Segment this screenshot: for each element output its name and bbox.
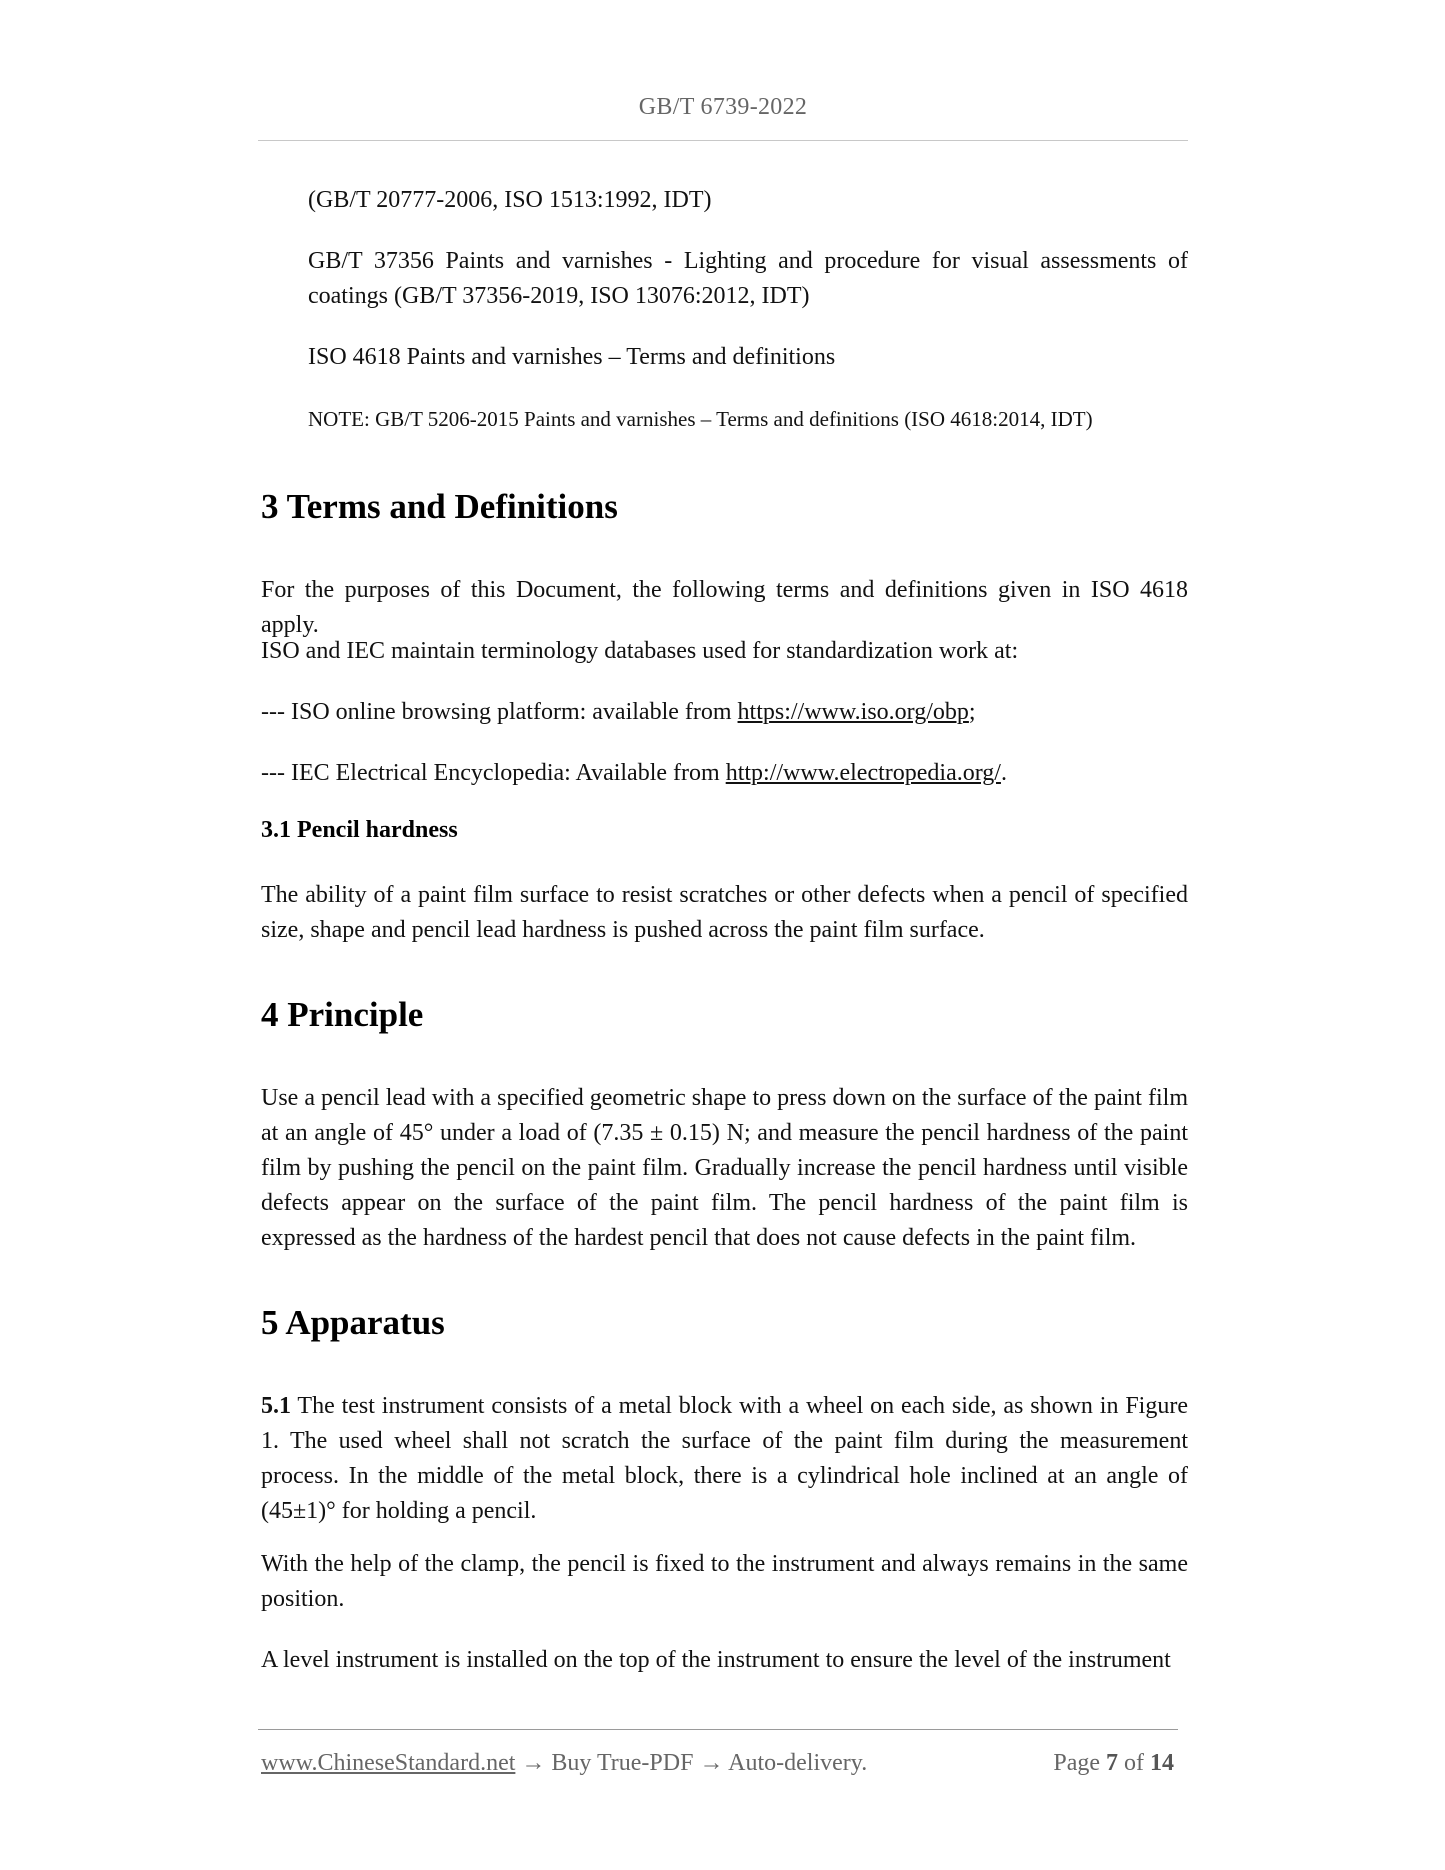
apparatus-paragraph-3: A level instrument is installed on the top of the instrument to ensure the level of the instrument bbox=[261, 1647, 1171, 1673]
iso-obp-prefix: --- ISO online browsing platform: available from bbox=[261, 699, 738, 725]
auto-delivery-text: Auto-delivery. bbox=[728, 1750, 868, 1776]
header-divider bbox=[258, 140, 1188, 141]
section-3-intro: For the purposes of this Document, the following terms and definitions given in ISO 4618 apply. bbox=[261, 577, 1188, 638]
page-number: 7 bbox=[1106, 1750, 1118, 1776]
iec-electropedia-line bbox=[261, 756, 1188, 791]
reference-entry-3: ISO 4618 Paints and varnishes – Terms and definitions bbox=[308, 344, 836, 370]
section-3-databases: ISO and IEC maintain terminology databases used for standardization work at: bbox=[261, 638, 1019, 664]
section-5-heading: 5 Apparatus bbox=[261, 1303, 445, 1342]
iso-obp-suffix: ; bbox=[968, 699, 976, 725]
reference-entry-2: GB/T 37356 Paints and varnishes - Lighting and procedure for visual assessments of coatings (GB/T 37356-2019, ISO 13076:2012, IDT) bbox=[308, 248, 1188, 309]
buy-true-pdf-text: Buy True-PDF bbox=[551, 1750, 694, 1776]
section-3-heading: 3 Terms and Definitions bbox=[261, 487, 618, 526]
page-label: Page bbox=[1053, 1750, 1100, 1776]
apparatus-paragraph-1 bbox=[261, 1389, 1188, 1529]
running-header: GB/T 6739-2022 bbox=[638, 94, 808, 120]
iso-obp-line bbox=[261, 695, 1188, 730]
chinesestandard-link[interactable]: www.ChineseStandard.net bbox=[261, 1750, 516, 1776]
footer-divider bbox=[258, 1729, 1178, 1730]
page-footer bbox=[261, 1750, 1179, 1780]
reference-note: NOTE: GB/T 5206-2015 Paints and varnishes – Terms and definitions (ISO 4618:2014, IDT) bbox=[308, 407, 1093, 431]
clause-5-1-text: The test instrument consists of a metal block with a wheel on each side, as shown in Figure 1. The used wheel shall not scratch the surface of the paint film during the measurement process. In the middle of the metal block, there is a cylindrical hole inclined at an angle of (45±1)° for holding a pencil. bbox=[261, 1393, 1188, 1524]
footer-promo bbox=[261, 1750, 867, 1777]
pencil-hardness-definition: The ability of a paint film surface to resist scratches or other defects when a pencil of specified size, shape and pencil lead hardness is pushed across the paint film surface. bbox=[261, 882, 1188, 943]
arrow-right-icon: → bbox=[515, 1750, 552, 1776]
apparatus-paragraph-2: With the help of the clamp, the pencil is fixed to the instrument and always remains in the same position. bbox=[261, 1551, 1188, 1612]
section-4-heading: 4 Principle bbox=[261, 995, 424, 1034]
page-total: 14 bbox=[1150, 1750, 1174, 1776]
clause-5-1-number: 5.1 bbox=[261, 1393, 291, 1419]
subsection-3-1-heading: 3.1 Pencil hardness bbox=[261, 817, 458, 843]
iec-suffix: . bbox=[1000, 760, 1007, 786]
principle-paragraph: Use a pencil lead with a specified geometric shape to press down on the surface of the paint film at an angle of 45° under a load of (7.35 ± 0.15) N; and measure the pencil hardness of the paint film by pushing the pencil on the paint film. Gradually increase the pencil hardness until visible defects appear on the surface of the paint film. The pencil hardness of the paint film is expressed as the hardness of the hardest pencil that does not cause defects in the paint film. bbox=[261, 1085, 1188, 1251]
page-indicator bbox=[1053, 1750, 1174, 1777]
iec-prefix: --- IEC Electrical Encyclopedia: Available from bbox=[261, 760, 726, 786]
of-label: of bbox=[1124, 1750, 1144, 1776]
reference-entry-1: (GB/T 20777-2006, ISO 1513:1992, IDT) bbox=[308, 187, 712, 213]
arrow-right-icon: → bbox=[693, 1750, 729, 1776]
iso-obp-link[interactable]: https://www.iso.org/obp bbox=[737, 699, 969, 725]
iec-electropedia-link[interactable]: http://www.electropedia.org/ bbox=[725, 760, 1001, 786]
